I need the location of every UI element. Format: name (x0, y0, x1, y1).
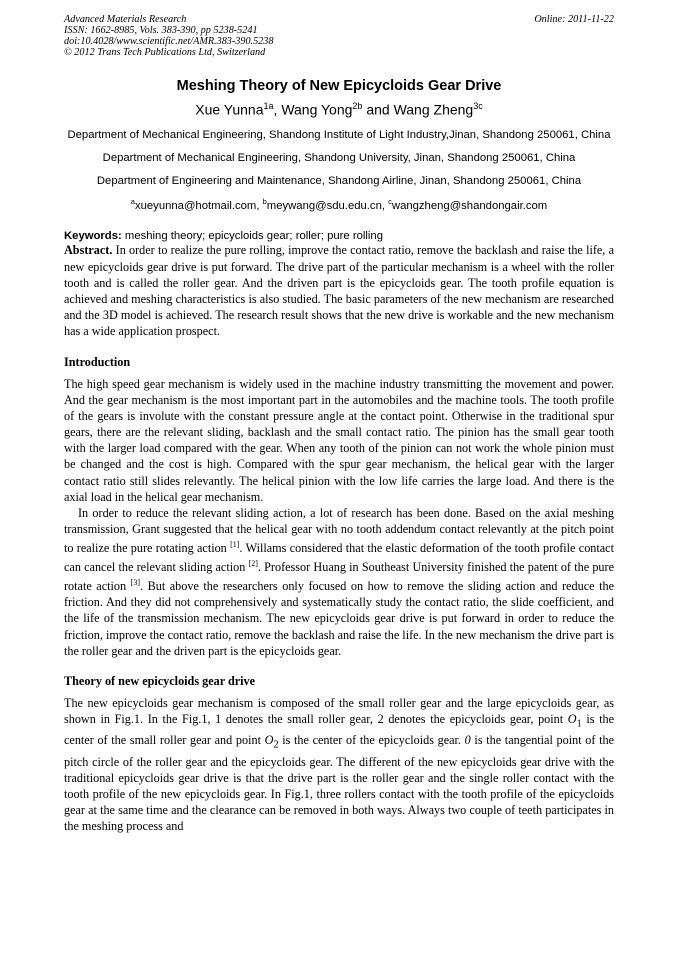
section-heading-theory: Theory of new epicycloids gear drive (64, 673, 256, 688)
journal-name: Advanced Materials Research (64, 14, 187, 25)
email-separator: , (256, 199, 263, 212)
affiliation: Department of Mechanical Engineering, Shandong University, Jinan, Shandong 250061, China (102, 151, 576, 164)
online-date: Online: 2011-11-22 (534, 14, 614, 25)
theory-text: is the center of the small roller gear and point (64, 711, 614, 748)
author-name: Wang Zheng (393, 101, 474, 118)
author-emails (64, 197, 614, 212)
theory-paragraph (64, 695, 614, 835)
affiliation: Department of Engineering and Maintenance, Shandong Airline, Jinan, Shandong 250061, China (96, 174, 582, 187)
author-affiliation-mark: 1a (263, 101, 274, 111)
author-affiliation-mark: 2b (352, 101, 363, 111)
citation-ref: [1] (230, 539, 240, 549)
intro-paragraph-1: The high speed gear mechanism is widely used in the machine industry transmitting the movement and power. And the gear mechanism is the most important part in the automobiles and the machine tools. The tooth profile of the gears is involute with the constant pressure angle at the contact point. Otherwise in the traditional spur gears, there are the relevant sliding, backlash and the small contact ratio. The pinion has the small gear tooth with the larger load compared with the gear. When any tooth of the pinion can not work the whole pinion must be changed and the cost is high. Compared with the spur gear mechanism, the helical gear with the larger contact ratio still slides relevantly. The helical pinion with the low life carries the large load. And there is the axial load in the helical gear mechanism. (64, 376, 614, 504)
affiliation: Department of Mechanical Engineering, Shandong Institute of Light Industry,Jinan, Shandong 250061, China (67, 128, 611, 141)
email-address: wangzheng@shandongair.com (391, 199, 548, 212)
symbol-subscript: 2 (273, 739, 279, 751)
intro-text: In order to reduce the relevant sliding action, a lot of research has been done. Based on the axial meshing transmission, Grant suggested that the helical gear with no tooth addendum contact relevantly at the pitch point to realize the pure rotating action (64, 505, 614, 555)
citation-ref: [2] (248, 559, 258, 569)
author-affiliation-mark: 3c (473, 101, 483, 111)
paper-title: Meshing Theory of New Epicycloids Gear Drive (176, 78, 502, 94)
intro-text: . Willams considered that the elastic deformation of the tooth profile contact can cancel the relevant sliding action (64, 540, 614, 575)
theory-text: is the tangential point of the pitch circle of the roller gear and the epicycloids gear. The different of the new epicycloids gear drive with the traditional epicycloids gear drive is that the drive part is the roller gear and the single roller contact with the tooth profile of the new epicycloids gear. In Fig.1, three rollers contact with the tooth profile of the epicycloids gear at the same time and the clearance can be removed in both ways. Always two couple of teeth participates in the meshing process and (64, 733, 614, 834)
email-mark: a (130, 196, 135, 206)
intro-text: . Professor Huang in Southeast University finished the patent of the pure rotate action (64, 560, 614, 594)
abstract-label: Abstract. (64, 243, 113, 258)
theory-text: is the center of the epicycloids gear. (278, 733, 465, 748)
copyright-line: © 2012 Trans Tech Publications Ltd, Switzerland (64, 47, 266, 58)
keywords-label: Keywords: (64, 230, 122, 243)
journal-header (64, 14, 614, 58)
symbol-o: O (264, 733, 274, 748)
section-heading-introduction: Introduction (64, 354, 131, 369)
keywords-text: meshing theory; epicycloids gear; roller; pure rolling (124, 230, 383, 243)
abstract-text: In order to realize the pure rolling, improve the contact ratio, remove the backlash and raise the life, a new epicycloids gear drive is put forward. The drive part of the particular mechanism is a wheel with the roller tooth and is called the roller gear. And the driven part is the epicycloids gear. The tooth profile equation is achieved and meshing characteristics is also studied. The basic parameters of the new mechanism are researched and the 3D model is achieved. The research result shows that the new drive is workable and the new mechanism has a wide application prospect. (64, 243, 614, 338)
author-name: Wang Yong (281, 101, 353, 118)
author-separator: and (362, 101, 394, 118)
author-separator: , (273, 101, 282, 118)
doi-line: doi:10.4028/www.scientific.net/AMR.383-390.5238 (64, 36, 274, 47)
email-separator: , (381, 199, 389, 212)
theory-text: The new epicycloids gear mechanism is composed of the small roller gear and the large epicycloids gear, as shown in Fig.1. In the Fig.1, 1 denotes the small roller gear, 2 denotes the epicycloids gear, point (64, 695, 614, 726)
author-name: Xue Yunna (195, 101, 264, 118)
abstract-paragraph (64, 242, 614, 339)
symbol-zero: 0 (464, 733, 471, 748)
intro-paragraph-2 (64, 505, 614, 659)
intro-text: . But above the researchers only focused on how to remove the sliding action and reduce the friction. And they did not comprehensively and systematically study the contact ratio, the slide coefficient, and the life of the transmission mechanism. The new epicycloids gear drive is put forward in order to reduce the friction, improve the contact ratio, remove the backlash and raise the life. In the new mechanism the drive part is the roller gear and the driven part is the epicycloids gear. (64, 579, 614, 658)
author-list (64, 101, 614, 118)
citation-ref: [3] (130, 578, 140, 588)
paper-page (64, 14, 614, 834)
email-address: meywang@sdu.edu.cn (266, 199, 382, 212)
email-mark: c (388, 196, 392, 206)
email-mark: b (262, 196, 267, 206)
symbol-subscript: 1 (576, 718, 582, 730)
email-address: xueyunna@hotmail.com (134, 199, 257, 212)
keywords-line (64, 230, 614, 242)
symbol-o: O (567, 711, 577, 726)
issn-line: ISSN: 1662-8985, Vols. 383-390, pp 5238-5241 (64, 25, 258, 36)
